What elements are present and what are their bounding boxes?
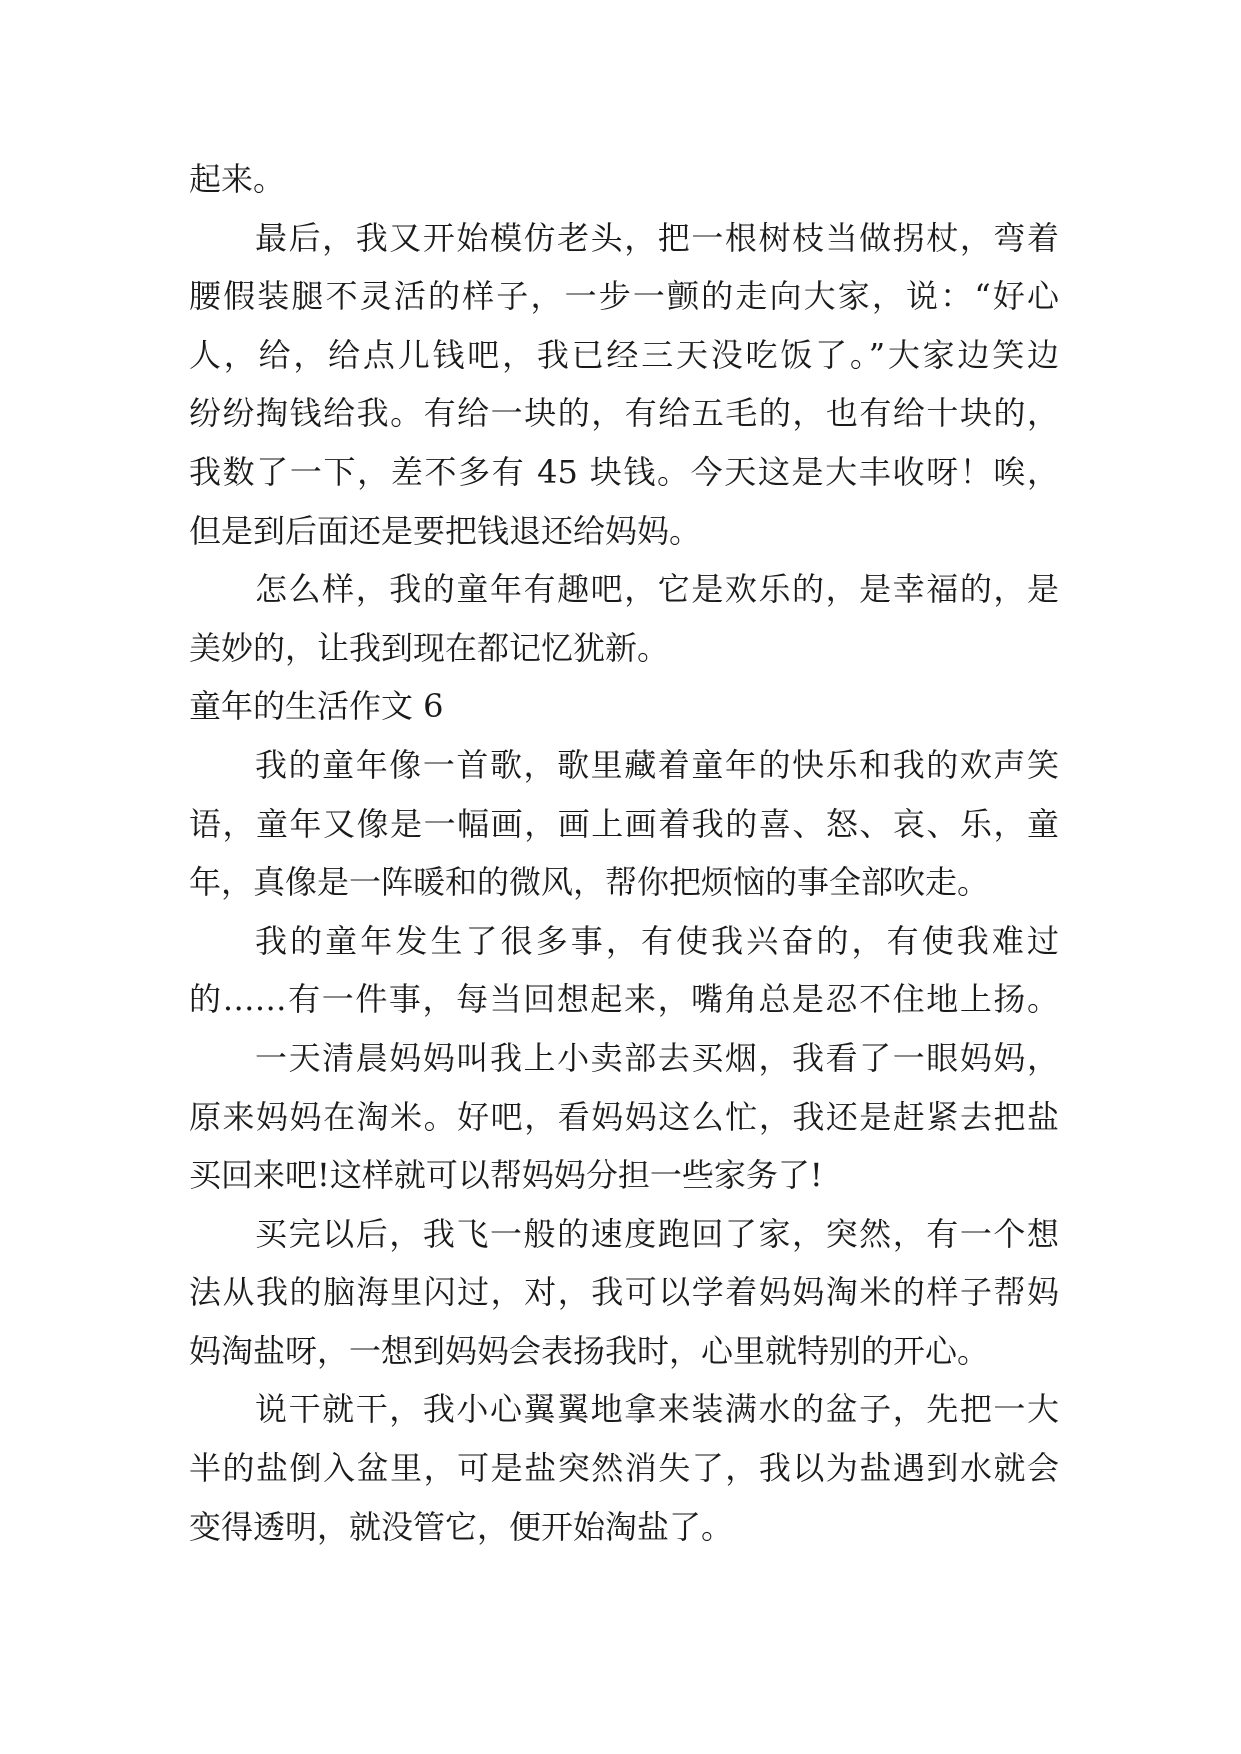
text-line: 的……有一件事，每当回想起来，嘴角总是忍不住地上扬。 [189, 980, 1059, 1019]
document-body [189, 150, 1059, 1556]
text-line: 买回来吧!这样就可以帮妈妈分担一些家务了! [189, 1156, 823, 1195]
text-line: 起来。 [189, 160, 286, 198]
text-line: 怎么样，我的童年有趣吧，它是欢乐的，是幸福的，是 [255, 570, 1059, 609]
text-line: 腰假装腿不灵活的样子，一步一颤的走向大家，说：“好心 [189, 277, 1059, 316]
text-line: 我的童年发生了很多事，有使我兴奋的，有使我难过 [255, 921, 1059, 960]
text-line: 人，给，给点儿钱吧，我已经三天没吃饭了。”大家边笑边 [189, 335, 1059, 374]
text-line: 妈淘盐呀，一想到妈妈会表扬我时，心里就特别的开心。 [189, 1331, 990, 1370]
text-line: 最后，我又开始模仿老头，把一根树枝当做拐杖，弯着 [255, 218, 1059, 257]
text-line: 一天清晨妈妈叫我上小卖部去买烟，我看了一眼妈妈， [255, 1038, 1059, 1077]
section-heading: 童年的生活作文 6 [189, 687, 444, 726]
text-line: 年，真像是一阵暖和的微风，帮你把烦恼的事全部吹走。 [189, 863, 990, 902]
text-line: 买完以后，我飞一般的速度跑回了家，突然，有一个想 [255, 1214, 1059, 1253]
text-line: 但是到后面还是要把钱退还给妈妈。 [189, 511, 702, 550]
text-line: 我数了一下，差不多有 45 块钱。今天这是大丰收呀！唉， [189, 452, 1059, 491]
text-line: 说干就干，我小心翼翼地拿来装满水的盆子，先把一大 [255, 1390, 1059, 1429]
text-line: 语，童年又像是一幅画，画上画着我的喜、怒、哀、乐，童 [189, 804, 1059, 843]
text-line: 纷纷掏钱给我。有给一块的，有给五毛的，也有给十块的， [189, 394, 1059, 433]
text-line: 我的童年像一首歌，歌里藏着童年的快乐和我的欢声笑 [255, 745, 1059, 784]
text-line: 法从我的脑海里闪过，对，我可以学着妈妈淘米的样子帮妈 [189, 1273, 1059, 1312]
text-line: 美妙的，让我到现在都记忆犹新。 [189, 628, 670, 667]
text-line: 半的盐倒入盆里，可是盐突然消失了，我以为盐遇到水就会 [189, 1449, 1059, 1488]
text-line: 变得透明，就没管它，便开始淘盐了。 [189, 1507, 734, 1546]
text-line: 原来妈妈在淘米。好吧，看妈妈这么忙，我还是赶紧去把盐 [189, 1097, 1059, 1136]
